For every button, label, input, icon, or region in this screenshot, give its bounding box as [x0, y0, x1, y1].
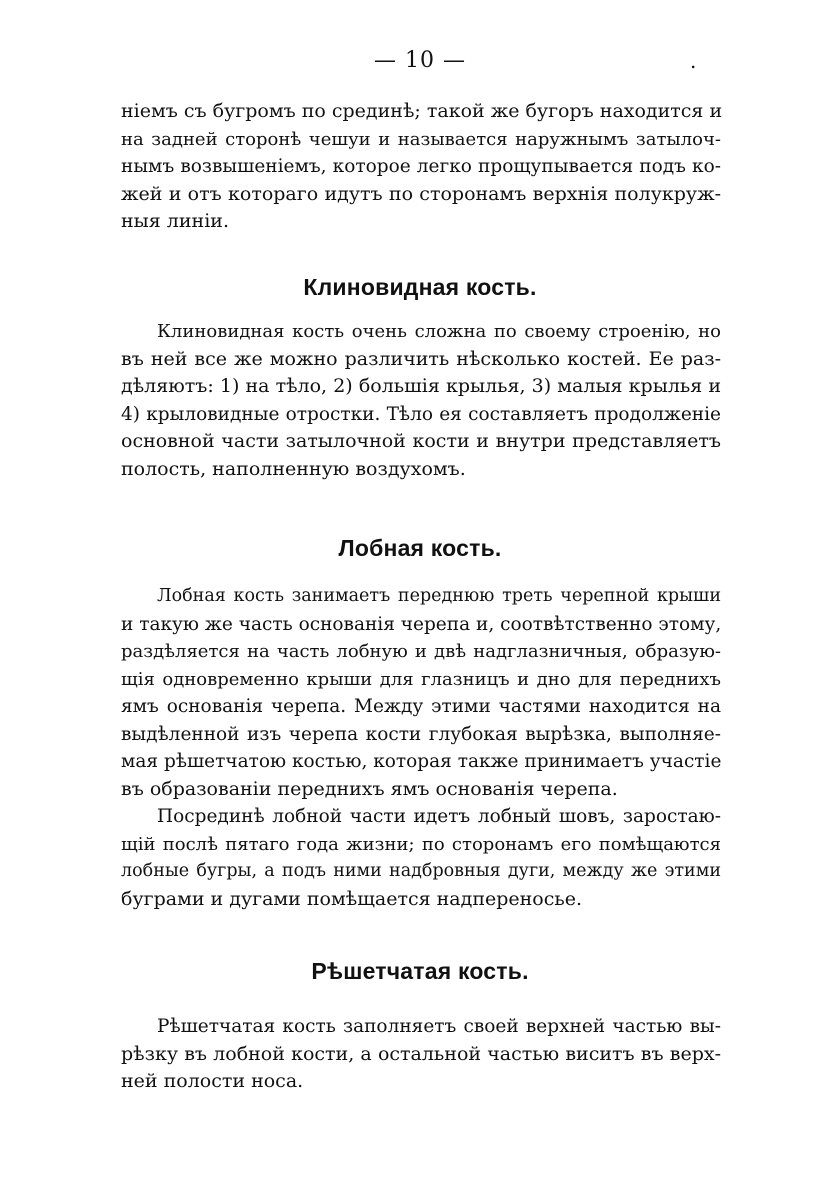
text-line: и такую же часть основанія черепа и, соотвѣтственно этому, [121, 613, 722, 635]
text-line: въ ней все же можно различить нѣсколько костей. Ее раз- [121, 347, 721, 370]
text-line: ныя линіи. [121, 210, 229, 232]
text-line: раздѣляется на часть лобную и двѣ надглазничныя, образую- [121, 641, 721, 662]
page-header [0, 46, 840, 76]
text-line: ней полости носа. [121, 1070, 304, 1092]
text-line: Рѣшетчатая кость заполняетъ своей верхней частью вы- [157, 1016, 721, 1037]
text-line: буграми и дугами помѣщается надпереносье. [121, 887, 583, 910]
sphenoid-paragraph [121, 318, 721, 483]
heading-ethmoid: Рѣшетчатая кость. [311, 958, 529, 984]
text-line: Лобная кость занимаетъ переднюю треть черепной крыши [157, 586, 721, 606]
text-line: лобные бугры, а подъ ними надбровныя дуги, между же этими [121, 861, 721, 881]
text-line: щія одновременно крыши для глазницъ и дно для переднихъ [121, 668, 721, 690]
ethmoid-paragraph [121, 1013, 721, 1096]
text-line: рѣзку въ лобной кости, а остальной частью виситъ въ верх- [121, 1042, 721, 1065]
text-line: 4) крыловидные отростки. Тѣло ея составляетъ продолженіе [121, 403, 721, 425]
frontal-paragraph-1 [121, 583, 721, 803]
text-line: мая рѣшетчатою костью, которая также принимаетъ участіе [121, 751, 722, 772]
header-mark: . [690, 49, 697, 73]
intro-paragraph [121, 98, 721, 236]
text-line: выдѣленной изъ черепа кости глубокая вырѣзка, выполняе- [121, 723, 721, 745]
heading-sphenoid: Клиновидная кость. [303, 274, 537, 300]
text-line: нымъ возвышеніемъ, которое легко прощупывается подъ ко- [121, 156, 721, 177]
text-line: въ образованіи переднихъ ямъ основанія черепа. [121, 777, 618, 800]
text-line: щій послѣ пятаго года жизни; по сторонамъ его помѣщаются [121, 833, 721, 855]
text-line: полость, наполненную воздухомъ. [121, 457, 466, 480]
frontal-paragraph-2 [121, 803, 721, 913]
text-line: жей и отъ котораго идутъ по сторонамъ верхнія полукруж- [121, 182, 721, 205]
text-line: Клиновидная кость очень сложна по своему строенію, но [157, 321, 721, 342]
text-line: ніемъ съ бугромъ по срединѣ; такой же бугоръ находится и [121, 100, 723, 122]
text-line: дѣляютъ: 1) на тѣло, 2) большія крылья, 3) малыя крылья и [121, 375, 721, 397]
text-line: ямъ основанія черепа. Между этими частями находится на [121, 696, 721, 717]
text-line: Посрединѣ лобной части идетъ лобный шовъ, заростаю- [157, 806, 721, 827]
text-line: на задней сторонѣ чешуи и называется наружнымъ затылоч- [121, 128, 721, 150]
heading-frontal: Лобная кость. [338, 535, 502, 561]
page-number: — 10 — [374, 48, 466, 73]
text-line: основной части затылочной кости и внутри представляетъ [121, 430, 721, 452]
